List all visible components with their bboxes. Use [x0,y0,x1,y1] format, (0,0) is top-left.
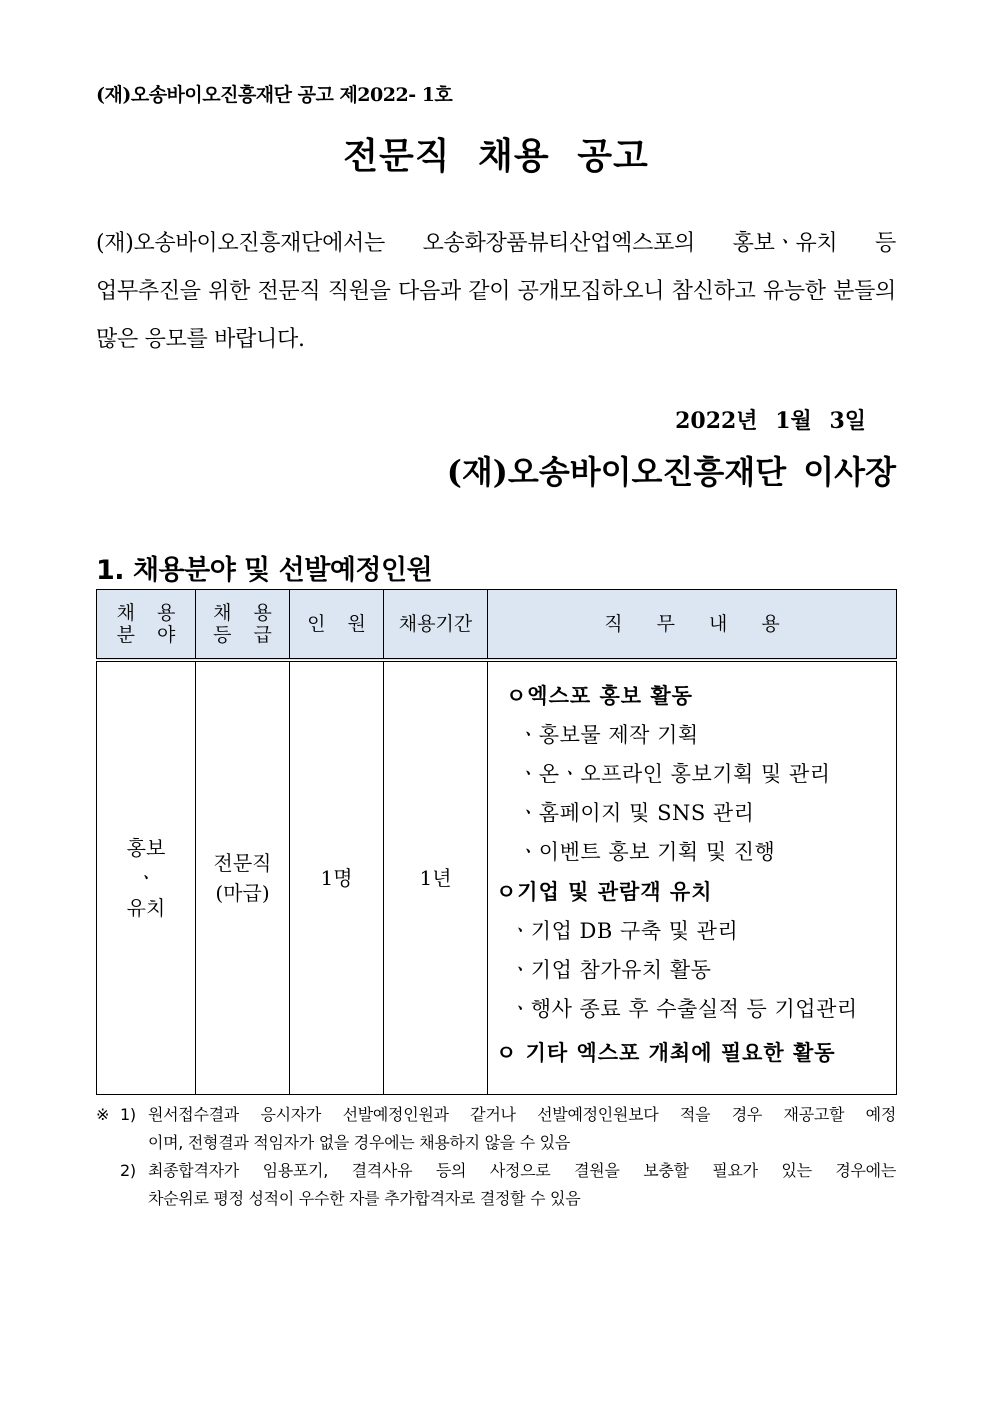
table-header-row [97,590,897,661]
header-duties [488,590,897,661]
duty-item: ㆍ홈페이지 및 SNS 관리 [518,801,755,825]
header-period-label: 채용기간 [398,613,473,635]
duty-item: ㆍ행사 종료 후 수출실적 등 기업관리 [510,997,858,1021]
field-line1: 홍보 [126,836,166,860]
header-period [384,590,488,661]
header-headcount [290,590,384,661]
notice-number: (재)오송바이오진흥재단 공고 제2022- 1호 [96,84,453,106]
duty-item: ㆍ이벤트 홍보 기획 및 진행 [518,840,776,864]
headcount-value: 1명 [320,866,353,890]
header-headcount-label: 인 원 [307,613,374,635]
header-field-line1: 채 용 [116,602,184,624]
note-marker: ※ [96,1105,110,1124]
cell-headcount [290,660,384,1095]
duty-item: ㆍ기업 참가유치 활동 [510,958,712,982]
field-line2: ㆍ [136,866,156,890]
note-number: 2) [120,1161,136,1180]
header-grade-line2: 등 급 [213,624,280,646]
note-number: 1) [120,1105,136,1124]
duty-group-title: ㅇ엑스포 홍보 활동 [506,683,693,708]
note-item [96,1157,896,1185]
note-item-continued [96,1129,896,1157]
duty-item: ㆍ홍보물 제작 기획 [518,723,699,747]
header-grade [196,590,290,661]
cell-grade [196,660,290,1095]
issuer-name: (재)오송바이오진흥재단 이사장 [446,453,896,491]
cell-period [384,660,488,1095]
table-notes [96,1101,896,1213]
cell-duties [488,660,897,1095]
field-line3: 유치 [126,896,166,920]
cell-field [97,660,196,1095]
header-field [97,590,196,661]
header-duties-label: 직 무 내 용 [604,613,794,635]
grade-line2: (마급) [215,881,270,905]
header-field-line2: 분 야 [116,624,184,646]
section-title: 1. 채용분야 및 선발예정인원 [96,555,433,586]
note-text-line2: 차순위로 평정 성적이 우수한 자를 추가합격자로 결정할 수 있음 [148,1189,581,1208]
duty-item: ㆍ온ㆍ오프라인 홍보기획 및 관리 [518,762,831,786]
note-text-line1: 최종합격자가 임용포기, 결격사유 등의 사정으로 결원을 보충할 필요가 있는 경우에는 [148,1161,896,1180]
recruitment-table [96,589,897,1095]
note-item [96,1101,896,1129]
duty-item: ㆍ기업 DB 구축 및 관리 [510,919,739,943]
note-text-line2: 이며, 전형결과 적임자가 없을 경우에는 채용하지 않을 수 있음 [148,1133,570,1152]
duty-group-title: ㅇ 기타 엑스포 개최에 필요한 활동 [496,1040,836,1065]
note-item-continued [96,1185,896,1213]
document-title: 전문직 채용 공고 [343,135,649,177]
note-text-line1: 원서접수결과 응시자가 선발예정인원과 같거나 선발예정인원보다 적을 경우 재공고할 예정 [148,1105,896,1124]
period-value: 1년 [419,866,452,890]
announcement-date: 2022년 1월 3일 [675,408,866,434]
grade-line1: 전문직 [213,851,272,875]
intro-paragraph: (재)오송바이오진흥재단에서는 오송화장품뷰티산업엑스포의 홍보ㆍ유치 등 업무추진을 위한 전문직 직원을 다음과 같이 공개모집하오니 참신하고 유능한 분들의 많은 응모를 바랍니다. [96,231,896,352]
table-row [97,660,897,1095]
duty-group-title: ㅇ기업 및 관람객 유치 [496,879,713,904]
header-grade-line1: 채 용 [213,602,280,624]
